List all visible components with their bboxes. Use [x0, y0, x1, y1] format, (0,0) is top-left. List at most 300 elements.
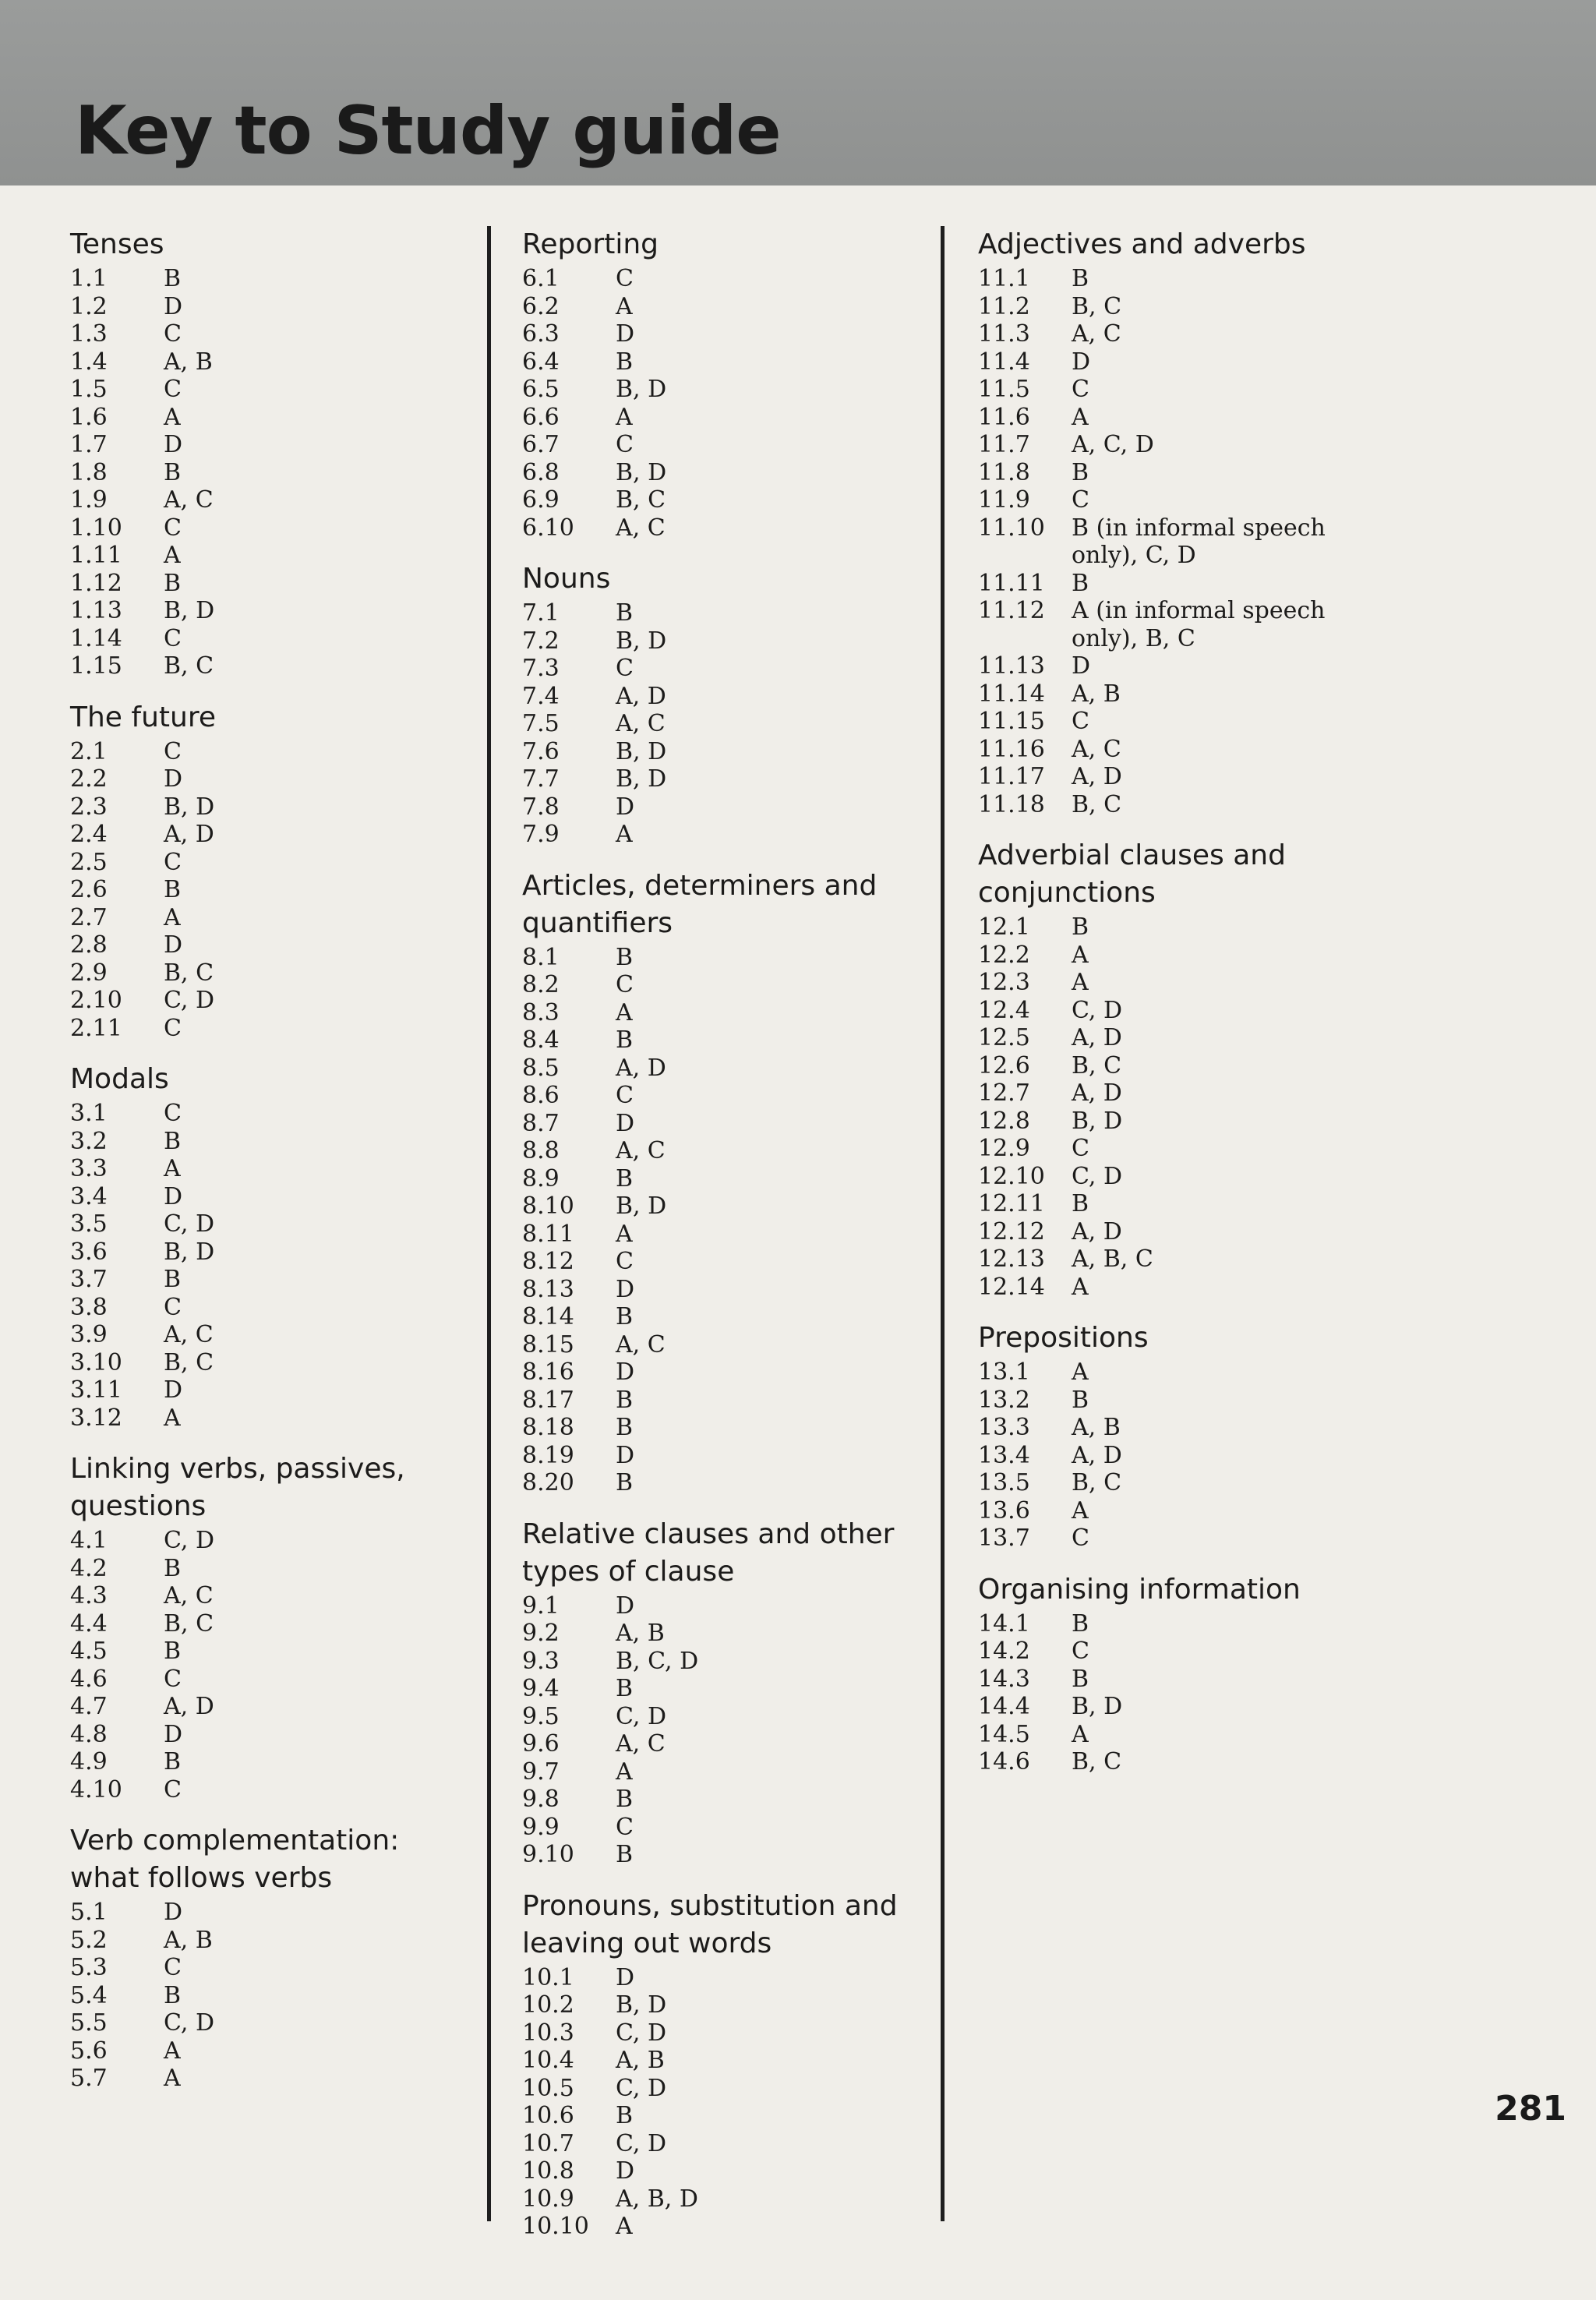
- answer-value: A: [1072, 1720, 1089, 1748]
- answer-row: [978, 1638, 1399, 1666]
- answer-row: [70, 1927, 491, 1955]
- question-number: 14.6: [978, 1748, 1030, 1775]
- question-number: 9.5: [522, 1702, 560, 1730]
- answer-value: B: [616, 348, 634, 376]
- answer-row: [70, 821, 491, 849]
- question-number: 3.8: [70, 1293, 108, 1321]
- answer-value: B: [616, 1675, 634, 1702]
- answer-value: B: [1072, 1665, 1089, 1693]
- key-section: [70, 1061, 491, 1432]
- answer-row: [522, 1248, 943, 1276]
- question-number: 12.2: [978, 941, 1030, 969]
- question-number: 1.1: [70, 265, 108, 292]
- answer-value: D: [616, 793, 635, 821]
- answer-value: C: [616, 431, 634, 458]
- answer-row: [522, 627, 943, 655]
- answer-value: A: [1072, 1358, 1089, 1386]
- answer-value: B: [164, 1981, 182, 2009]
- answer-value: B: [616, 1786, 634, 1813]
- question-number: 5.4: [70, 1981, 108, 2009]
- answer-value: D: [164, 931, 183, 959]
- answer-row: [522, 1442, 943, 1470]
- answer-row: [978, 431, 1399, 459]
- question-number: 4.5: [70, 1638, 108, 1665]
- question-number: 8.5: [522, 1054, 560, 1082]
- answer-value: B, C: [1072, 292, 1122, 320]
- question-number: 7.1: [522, 599, 560, 627]
- answer-row: [978, 708, 1399, 736]
- answer-row: [522, 710, 943, 738]
- question-number: 10.8: [522, 2157, 574, 2185]
- question-number: 5.5: [70, 2009, 108, 2037]
- question-number: 4.7: [70, 1693, 108, 1720]
- answer-row: [70, 1666, 491, 1694]
- answer-row: [522, 1730, 943, 1758]
- answer-row: [522, 2157, 943, 2185]
- answer-row: [522, 1648, 943, 1676]
- answer-value: A, C: [164, 1321, 214, 1348]
- question-number: 12.5: [978, 1024, 1030, 1051]
- question-number: 12.1: [978, 913, 1030, 941]
- answer-row: [978, 265, 1399, 293]
- answer-row: [70, 1100, 491, 1128]
- answer-row: [978, 1748, 1399, 1776]
- answer-value: D: [164, 292, 183, 320]
- answer-row: [978, 486, 1399, 514]
- question-number: 11.17: [978, 763, 1045, 790]
- question-number: 1.2: [70, 292, 108, 320]
- answer-value: B, C: [1072, 1748, 1122, 1775]
- answer-row: [522, 1991, 943, 2019]
- question-number: 8.19: [522, 1441, 574, 1469]
- answer-row: [978, 1163, 1399, 1191]
- answer-row: [522, 1620, 943, 1648]
- answer-value: A, C: [616, 1330, 666, 1358]
- answer-value: C, D: [616, 2074, 667, 2102]
- answer-row: [522, 514, 943, 542]
- question-number: 9.9: [522, 1813, 560, 1841]
- answer-row: [978, 1245, 1399, 1274]
- section-title: Pronouns, substitution and leaving out words: [522, 1889, 898, 1959]
- answer-row: [522, 1703, 943, 1731]
- answer-value: D: [1072, 652, 1091, 680]
- answer-value: A: [164, 403, 181, 431]
- answer-value: D: [616, 1275, 635, 1303]
- question-number: 11.13: [978, 652, 1045, 680]
- answer-row: [70, 1183, 491, 1211]
- answer-row: [522, 2213, 943, 2241]
- answer-value: C: [616, 655, 634, 682]
- answer-row: [70, 1776, 491, 1804]
- answer-row: [978, 1358, 1399, 1387]
- answer-value: C: [1072, 486, 1089, 514]
- question-number: 10.5: [522, 2074, 574, 2102]
- answer-value: B: [616, 2102, 634, 2129]
- question-number: 11.18: [978, 790, 1045, 818]
- question-number: 12.8: [978, 1107, 1030, 1135]
- question-number: 3.2: [70, 1127, 108, 1155]
- answer-value: B, D: [1072, 1693, 1123, 1720]
- question-number: 2.3: [70, 793, 108, 821]
- answer-row: [70, 1321, 491, 1349]
- answer-column-3: [978, 226, 1399, 1795]
- question-number: 14.3: [978, 1665, 1030, 1693]
- answer-row: [522, 683, 943, 711]
- answer-row: [522, 265, 943, 293]
- answer-value: A (in informal speech only), B, C: [1072, 597, 1326, 652]
- answer-value: C: [616, 1813, 634, 1841]
- answer-row: [978, 652, 1399, 680]
- answer-value: B, D: [616, 1991, 667, 2019]
- question-number: 11.8: [978, 458, 1030, 486]
- column-divider: [941, 226, 945, 2221]
- question-number: 9.10: [522, 1841, 574, 1868]
- question-number: 1.10: [70, 514, 122, 542]
- answer-row: [978, 1024, 1399, 1052]
- key-section: [70, 226, 491, 680]
- question-number: 10.9: [522, 2185, 574, 2213]
- question-number: 12.7: [978, 1079, 1030, 1107]
- answer-value: A: [164, 1404, 181, 1432]
- question-number: 5.3: [70, 1954, 108, 1981]
- answer-value: A, B: [1072, 680, 1121, 708]
- question-number: 3.6: [70, 1238, 108, 1266]
- question-number: 2.8: [70, 931, 108, 959]
- question-number: 3.12: [70, 1404, 122, 1432]
- answer-row: [70, 404, 491, 432]
- answer-value: B: [616, 1164, 634, 1192]
- question-number: 12.14: [978, 1273, 1045, 1301]
- answer-value: B, D: [616, 737, 667, 765]
- answer-row: [978, 969, 1399, 997]
- answer-row: [522, 1387, 943, 1415]
- answer-row: [522, 1814, 943, 1842]
- answer-value: A: [1072, 1273, 1089, 1301]
- question-number: 7.2: [522, 627, 560, 655]
- answer-value: B, D: [616, 376, 667, 403]
- answer-value: C: [616, 265, 634, 292]
- answer-row: [978, 942, 1399, 970]
- answer-row: [70, 1128, 491, 1156]
- section-title: Adverbial clauses and conjunctions: [978, 839, 1286, 909]
- answer-value: B (in informal speech only), C, D: [1072, 514, 1326, 569]
- answer-value: A, D: [616, 682, 666, 710]
- question-number: 2.2: [70, 765, 108, 793]
- question-number: 13.4: [978, 1441, 1030, 1469]
- question-number: 1.3: [70, 320, 108, 348]
- answer-value: B: [164, 1266, 182, 1293]
- question-number: 8.14: [522, 1303, 574, 1330]
- answer-row: [522, 1331, 943, 1359]
- question-number: 12.6: [978, 1051, 1030, 1079]
- answer-value: A, C: [616, 1730, 666, 1758]
- answer-value: A, B, C: [1072, 1245, 1153, 1273]
- answer-value: A: [616, 403, 633, 431]
- answer-value: C: [1072, 376, 1089, 403]
- question-number: 13.5: [978, 1469, 1030, 1496]
- question-number: 11.4: [978, 348, 1030, 376]
- answer-row: [70, 652, 491, 680]
- question-number: 2.9: [70, 959, 108, 987]
- question-number: 4.10: [70, 1775, 122, 1804]
- question-number: 4.3: [70, 1582, 108, 1609]
- answer-row: [70, 1294, 491, 1322]
- answer-row: [70, 1404, 491, 1433]
- answer-value: C, D: [164, 987, 215, 1014]
- answer-value: B, D: [616, 458, 667, 486]
- answer-value: A, B: [1072, 1414, 1121, 1441]
- answer-value: A, D: [164, 1693, 214, 1720]
- question-number: 14.1: [978, 1609, 1030, 1638]
- answer-value: A, B: [164, 1926, 213, 1954]
- question-number: 8.20: [522, 1469, 574, 1496]
- question-number: 10.6: [522, 2102, 574, 2129]
- question-number: 4.6: [70, 1665, 108, 1693]
- answer-value: A, C, D: [1072, 431, 1154, 458]
- answer-row: [978, 1721, 1399, 1749]
- answer-row: [70, 542, 491, 570]
- key-section: [70, 1450, 491, 1804]
- answer-row: [522, 599, 943, 627]
- question-number: 8.9: [522, 1164, 560, 1192]
- question-number: 1.7: [70, 431, 108, 458]
- answer-row: [70, 1015, 491, 1043]
- answer-row: [522, 376, 943, 404]
- answer-row: [70, 876, 491, 904]
- answer-row: [70, 597, 491, 625]
- answer-value: A, C: [1072, 320, 1121, 348]
- answer-value: A, B: [164, 348, 213, 376]
- page-title: Key to Study guide: [75, 92, 781, 170]
- answer-row: [70, 486, 491, 514]
- answer-value: B, C: [1072, 790, 1122, 818]
- answer-value: A, C: [616, 1137, 666, 1164]
- answer-row: [70, 320, 491, 348]
- answer-value: B, C: [164, 1348, 214, 1376]
- question-number: 6.1: [522, 265, 560, 292]
- answer-row: [70, 459, 491, 487]
- answer-row: [522, 1055, 943, 1083]
- answer-value: A, D: [616, 1054, 666, 1082]
- answer-row: [70, 1693, 491, 1721]
- answer-row: [70, 1555, 491, 1583]
- answer-row: [70, 931, 491, 959]
- question-number: 12.11: [978, 1190, 1045, 1217]
- answer-row: [978, 1469, 1399, 1497]
- question-number: 2.11: [70, 1014, 122, 1042]
- answer-value: B: [164, 569, 182, 597]
- answer-row: [522, 1358, 943, 1387]
- question-number: 7.5: [522, 710, 560, 737]
- answer-row: [978, 597, 1399, 652]
- answer-value: C, D: [616, 2019, 667, 2047]
- question-number: 14.4: [978, 1693, 1030, 1720]
- answer-row: [70, 348, 491, 376]
- answer-value: C, D: [616, 2129, 667, 2157]
- answer-row: [70, 265, 491, 293]
- answer-value: B: [1072, 569, 1089, 597]
- answer-row: [978, 791, 1399, 819]
- answer-value: C: [164, 624, 182, 652]
- answer-row: [522, 1758, 943, 1786]
- answer-value: B, D: [164, 597, 215, 624]
- answer-row: [70, 849, 491, 877]
- answer-row: [522, 1964, 943, 1992]
- question-number: 7.6: [522, 737, 560, 765]
- answer-value: A, C: [616, 710, 666, 737]
- question-number: 8.12: [522, 1248, 574, 1275]
- answer-value: A: [616, 821, 633, 848]
- question-number: 8.16: [522, 1358, 574, 1386]
- answer-row: [70, 570, 491, 598]
- answer-value: C: [164, 1775, 182, 1804]
- answer-value: D: [616, 2157, 635, 2185]
- answer-value: A, D: [1072, 1079, 1122, 1107]
- question-number: 13.7: [978, 1525, 1030, 1552]
- question-number: 10.10: [522, 2213, 589, 2240]
- section-title: Modals: [70, 1063, 169, 1095]
- section-title: Verb complementation: what follows verbs: [70, 1825, 400, 1894]
- answer-value: A, D: [1072, 1441, 1122, 1469]
- answer-value: B, D: [164, 1238, 215, 1266]
- answer-value: A, D: [1072, 1217, 1122, 1245]
- answer-row: [522, 1110, 943, 1138]
- answer-value: B, D: [1072, 1107, 1123, 1135]
- answer-value: B: [164, 1638, 182, 1665]
- answer-row: [978, 1079, 1399, 1108]
- answer-value: B, D: [616, 627, 667, 655]
- question-number: 8.4: [522, 1026, 560, 1054]
- question-number: 6.5: [522, 376, 560, 403]
- answer-value: B: [164, 1127, 182, 1155]
- question-number: 8.18: [522, 1414, 574, 1441]
- answer-value: C, D: [1072, 996, 1123, 1024]
- answer-row: [978, 1525, 1399, 1553]
- key-section: [978, 837, 1399, 1301]
- answer-value: A: [616, 292, 633, 320]
- question-number: 1.13: [70, 597, 122, 624]
- answer-value: A, D: [1072, 763, 1122, 790]
- answer-row: [978, 376, 1399, 404]
- answer-value: A: [1072, 1496, 1089, 1525]
- question-number: 12.10: [978, 1162, 1045, 1190]
- answer-value: B, C, D: [616, 1647, 699, 1675]
- question-number: 6.9: [522, 486, 560, 514]
- answer-row: [522, 459, 943, 487]
- question-number: 7.8: [522, 793, 560, 821]
- answer-row: [978, 1666, 1399, 1694]
- answer-value: A, B, D: [616, 2185, 698, 2213]
- question-number: 13.3: [978, 1414, 1030, 1441]
- answer-row: [522, 2047, 943, 2075]
- answer-row: [978, 913, 1399, 942]
- answer-row: [522, 2130, 943, 2158]
- question-number: 1.9: [70, 486, 108, 514]
- answer-row: [978, 320, 1399, 348]
- answer-value: B, D: [164, 793, 215, 821]
- question-number: 8.2: [522, 971, 560, 998]
- question-number: 11.12: [978, 597, 1045, 624]
- answer-value: C: [616, 1248, 634, 1275]
- answer-row: [70, 1349, 491, 1377]
- answer-row: [70, 2065, 491, 2093]
- question-number: 11.2: [978, 292, 1030, 320]
- answer-value: B: [616, 1303, 634, 1330]
- question-number: 5.2: [70, 1926, 108, 1954]
- answer-row: [522, 793, 943, 821]
- answer-row: [70, 1155, 491, 1183]
- key-section: [978, 226, 1399, 818]
- answer-row: [70, 1582, 491, 1610]
- answer-row: [978, 293, 1399, 321]
- answer-row: [522, 2075, 943, 2103]
- question-number: 9.1: [522, 1592, 560, 1620]
- answer-row: [978, 997, 1399, 1025]
- key-section: [522, 560, 943, 849]
- answer-row: [522, 655, 943, 683]
- answer-row: [522, 1303, 943, 1331]
- answer-value: C: [164, 376, 182, 403]
- question-number: 8.10: [522, 1192, 574, 1220]
- answer-row: [70, 1638, 491, 1666]
- answer-value: C: [164, 1665, 182, 1693]
- question-number: 12.13: [978, 1245, 1045, 1273]
- question-number: 8.15: [522, 1330, 574, 1358]
- question-number: 2.1: [70, 737, 108, 765]
- answer-row: [978, 1190, 1399, 1218]
- question-number: 1.15: [70, 652, 122, 680]
- question-number: 9.4: [522, 1675, 560, 1702]
- answer-value: B: [1072, 265, 1089, 292]
- question-number: 5.6: [70, 2037, 108, 2065]
- question-number: 7.3: [522, 655, 560, 682]
- question-number: 6.10: [522, 514, 574, 542]
- answer-value: D: [164, 1182, 183, 1210]
- answer-row: [522, 971, 943, 999]
- answer-value: B, C: [164, 959, 214, 987]
- answer-row: [522, 1192, 943, 1221]
- key-section: [978, 1571, 1399, 1776]
- question-number: 11.9: [978, 486, 1030, 514]
- question-number: 9.7: [522, 1758, 560, 1786]
- answer-value: D: [164, 765, 183, 793]
- question-number: 8.17: [522, 1386, 574, 1414]
- answer-row: [70, 738, 491, 766]
- answer-value: B, C: [164, 652, 214, 680]
- answer-row: [70, 1721, 491, 1749]
- answer-value: B: [616, 1414, 634, 1441]
- answer-value: A: [616, 1220, 633, 1248]
- answer-row: [978, 348, 1399, 376]
- answer-row: [70, 376, 491, 404]
- question-number: 10.7: [522, 2129, 574, 2157]
- answer-value: B, C: [1072, 1051, 1122, 1079]
- answer-value: B, C: [1072, 1469, 1122, 1496]
- answer-row: [70, 1376, 491, 1404]
- answer-row: [70, 765, 491, 793]
- question-number: 5.1: [70, 1899, 108, 1926]
- question-number: 8.7: [522, 1109, 560, 1137]
- question-number: 8.6: [522, 1082, 560, 1109]
- question-number: 1.6: [70, 403, 108, 431]
- answer-value: B, C: [164, 1609, 214, 1638]
- answer-row: [522, 404, 943, 432]
- answer-row: [978, 680, 1399, 708]
- answer-value: C: [164, 514, 182, 542]
- question-number: 6.6: [522, 403, 560, 431]
- question-number: 6.4: [522, 348, 560, 376]
- answer-value: B: [616, 599, 634, 627]
